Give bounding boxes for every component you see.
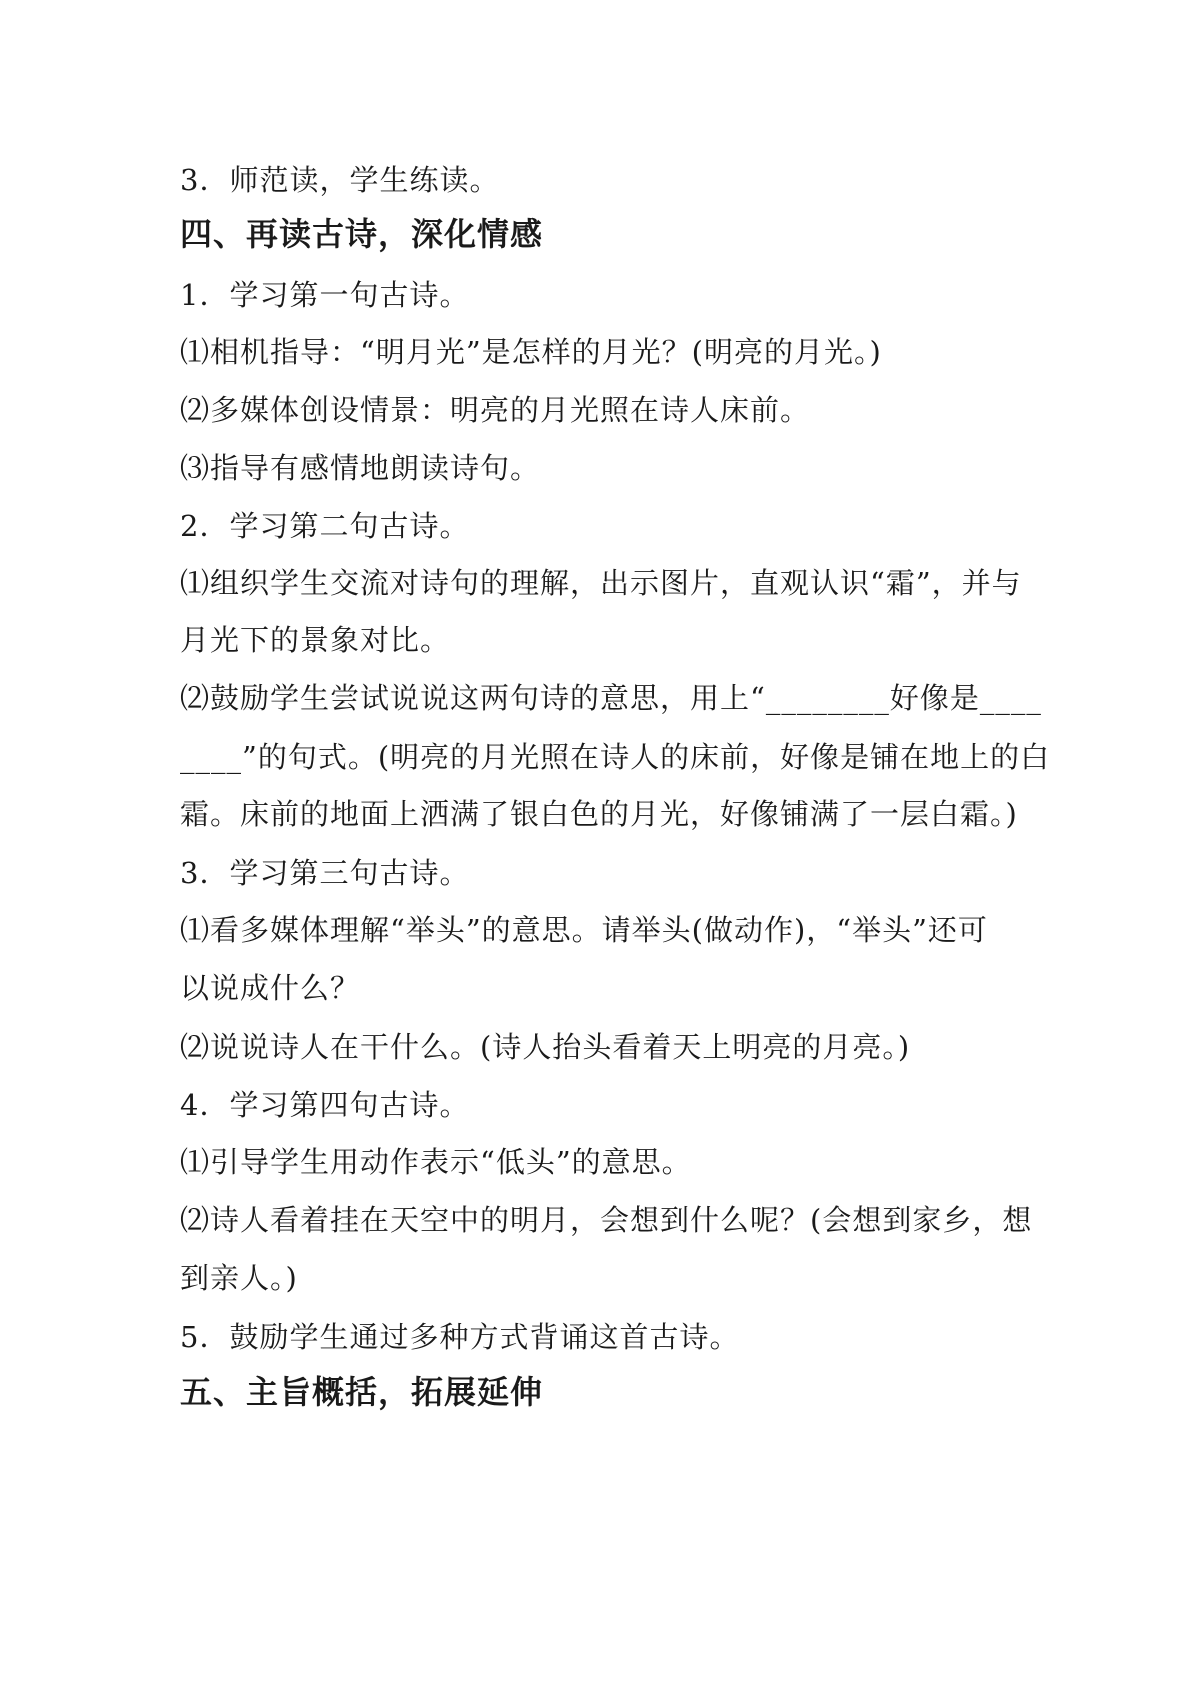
item-3-sub-1-line-2: 以说成什么？	[180, 971, 361, 1005]
item-2-sub-1-line-2: 月光下的景象对比。	[180, 623, 451, 657]
item-3-sub-1-line-1: ⑴看多媒体理解“举头”的意思。请举头(做动作)，“举头”还可	[180, 913, 988, 947]
item-3-title: 3．学习第三句古诗。	[180, 856, 470, 890]
item-4-title: 4．学习第四句古诗。	[180, 1088, 470, 1122]
step-3-read-aloud: 3．师范读，学生练读。	[180, 163, 500, 197]
item-2-sub-2-line-3: 霜。床前的地面上洒满了银白色的月光，好像铺满了一层白霜。)	[180, 797, 1018, 831]
item-2-sub-2-line-2: ____”的句式。(明亮的月光照在诗人的床前，好像是铺在地上的白	[180, 740, 1051, 774]
item-4-sub-1: ⑴引导学生用动作表示“低头”的意思。	[180, 1145, 692, 1179]
item-1-sub-2: ⑵多媒体创设情景：明亮的月光照在诗人床前。	[180, 393, 811, 427]
item-5-title: 5．鼓励学生通过多种方式背诵这首古诗。	[180, 1320, 740, 1354]
section-heading-four: 四、再读古诗，深化情感	[180, 215, 544, 253]
item-4-sub-2-line-2: 到亲人。)	[180, 1261, 298, 1295]
item-2-sub-1-line-1: ⑴组织学生交流对诗句的理解，出示图片，直观认识“霜”，并与	[180, 566, 1022, 600]
item-1-sub-1: ⑴相机指导：“明月光”是怎样的月光？(明亮的月光。)	[180, 335, 882, 369]
item-4-sub-2-line-1: ⑵诗人看着挂在天空中的明月，会想到什么呢？(会想到家乡，想	[180, 1203, 1033, 1237]
item-3-sub-2: ⑵说说诗人在干什么。(诗人抬头看着天上明亮的月亮。)	[180, 1030, 911, 1064]
section-heading-five: 五、主旨概括，拓展延伸	[180, 1373, 544, 1411]
item-2-title: 2．学习第二句古诗。	[180, 509, 470, 543]
item-2-sub-2-line-1: ⑵鼓励学生尝试说说这两句诗的意思，用上“________好像是____	[180, 681, 1042, 715]
item-1-title: 1．学习第一句古诗。	[180, 278, 470, 312]
item-1-sub-3: ⑶指导有感情地朗读诗句。	[180, 451, 541, 485]
